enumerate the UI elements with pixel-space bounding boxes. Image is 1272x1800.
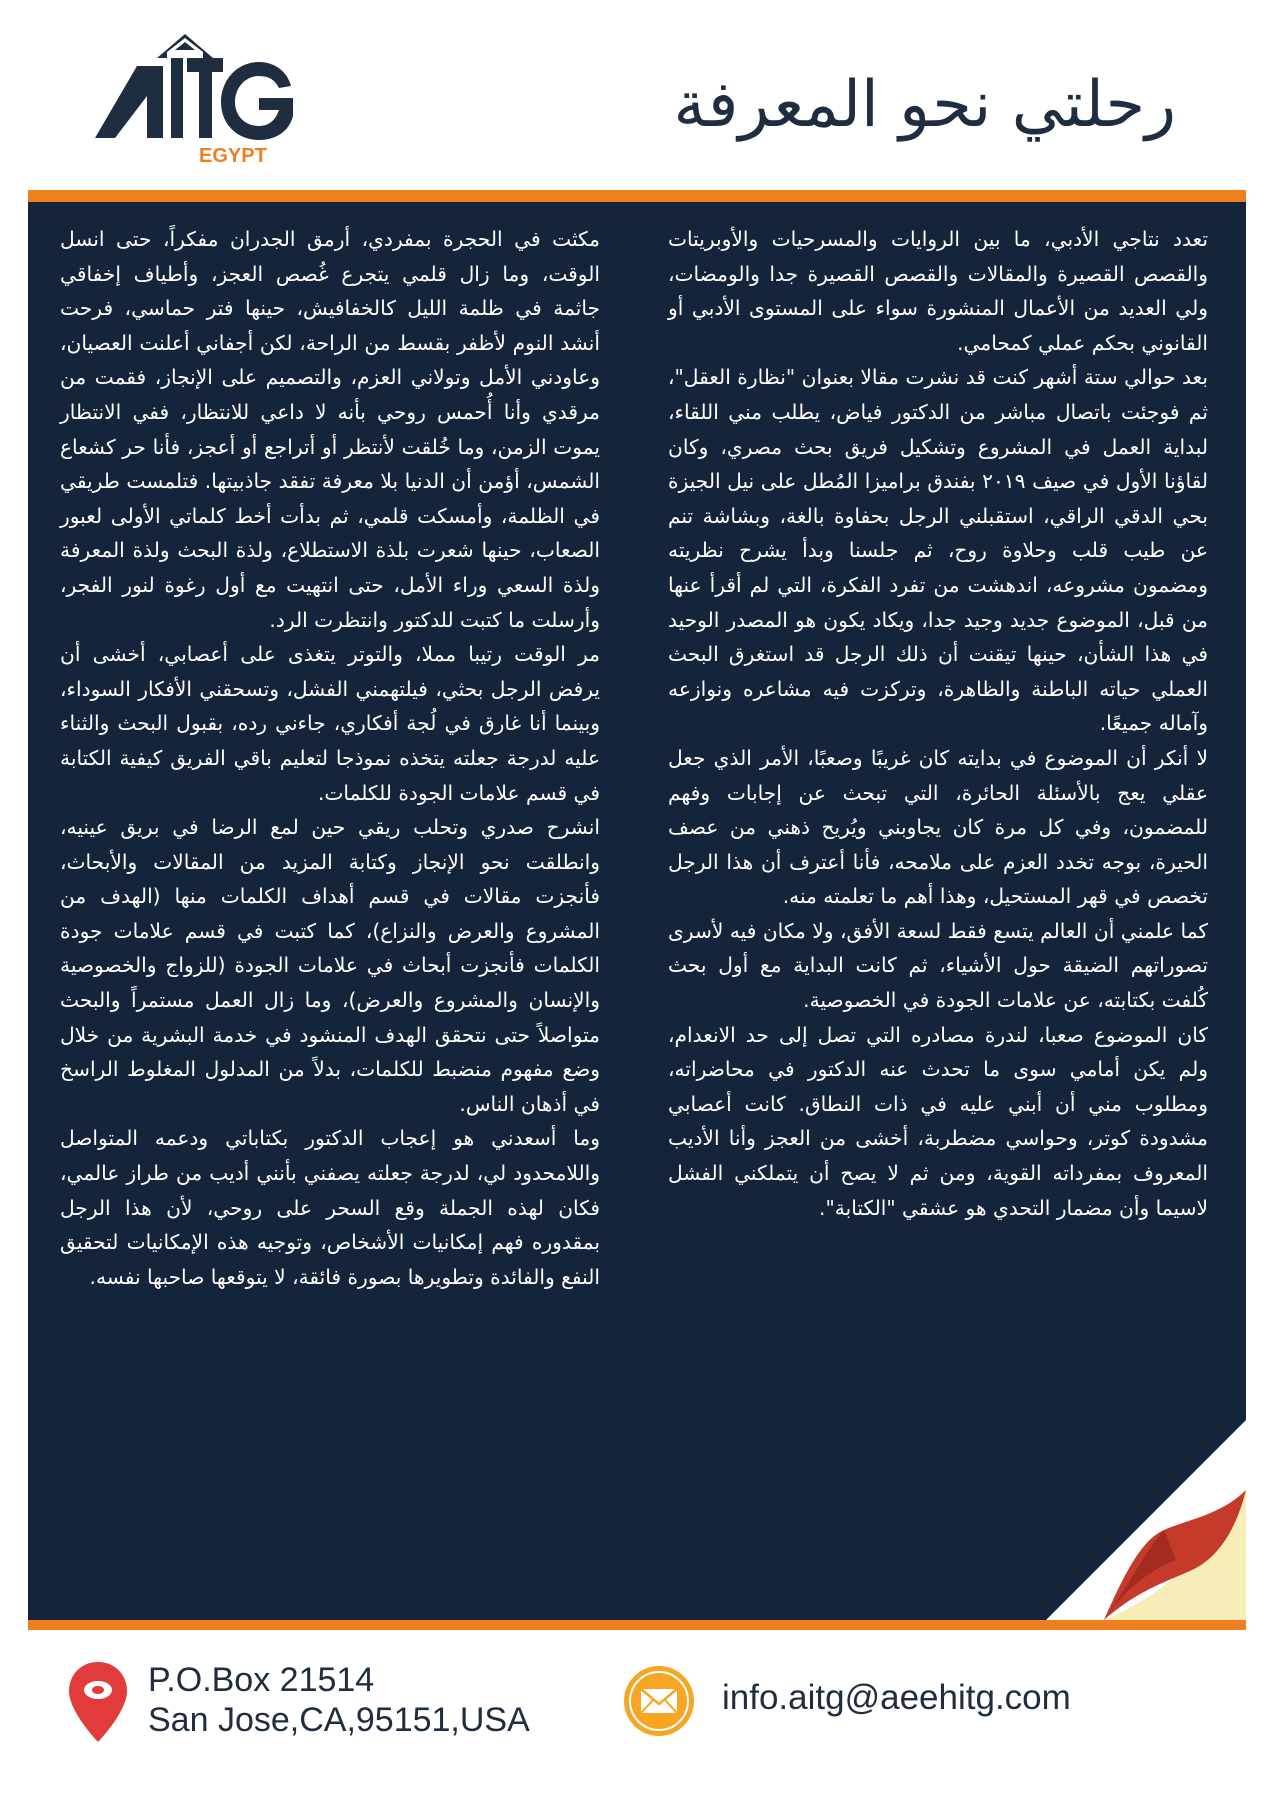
footer-address (148, 1660, 530, 1740)
logo-subtext: EGYPT (199, 145, 267, 167)
paragraph: انشرح صدري وتحلب ريقي حين لمع الرضا في بريق عينيه، وانطلقت نحو الإنجاز وكتابة المزيد من المقالات والأبحاث، فأنجزت مقالات في قسم أهداف الكلمات منها (الهدف من المشروع والعرض والنزاع)، كما كتبت في قسم علامات جودة الكلمات فأنجزت أبحاث في علامات الجودة (للزواج والخصوصية والإنسان والمشروع والعرض)، وما زال العمل مستمراً والبحث متواصلاً حتى نتحقق الهدف المنشود في خدمة البشرية من خلال وضع مفهوم منضبط للكلمات، بدلاً من المدلول المغلوط الراسخ في أذهان الناس. (60, 815, 600, 1116)
paragraph: مكثت في الحجرة بمفردي، أرمق الجدران مفكراً، حتى انسل الوقت، وما زال قلمي يتجرع غُصص العجز، وأطياف إخفاقي جاثمة في ظلمة الليل كالخفافيش، حينها فتر حماسي، فرحت أنشد النوم لأظفر بقسط من الراحة، لكن أجفاني أعلنت العصيان، وعاودني الأمل وتولاني العزم، والتصميم على الإنجاز، فقمت من مرقدي وأنا أُحمس روحي بأنه لا داعي للانتظار، ففي الانتظار يموت الزمن، وما خُلقت لأنتظر أو أتراجع أو أعجز، فأنا حر كشعاع الشمس، أؤمن أن الدنيا بلا معرفة تفقد جاذبيتها. فتلمست طريقي في الظلمة، وأمسكت قلمي، ثم بدأت أخط كلماتي الأولى لعبور الصعاب، حينها شعرت بلذة الاستطلاع، ولذة البحث ولذة المعرفة ولذة السعي وراء الأمل، حتى انتهيت مع أول رغوة لنور الفجر، وأرسلت ما كتبت للدكتور وانتظرت الرد. (60, 227, 600, 632)
paragraph: مر الوقت رتيبا مملا، والتوتر يتغذى على أعصابي، أخشى أن يرفض الرجل بحثي، فيلتهمني الفشل، وتسحقني الأفكار السوداء، وبينما أنا غارق في لُجة أفكاري، جاءني رده، بقبول البحث والثناء عليه لدرجة جعلته يتخذه نموذجا لتعليم باقي الفريق كيفية الكتابة في قسم علامات الجودة للكلمات. (60, 642, 600, 805)
paragraph: وما أسعدني هو إعجاب الدكتور بكتاباتي ودعمه المتواصل واللامحدود لي، لدرجة جعلته يصفني بأنني أديب من طراز عالمي، فكان لهذه الجملة وقع السحر على روحي، لأن هذا الرجل بمقدوره فهم إمكانيات الأشخاص، وتوجيه هذه الإمكانيات لتحقيق النفع والفائدة وتطويرها بصورة فائقة، لا يتوقعها صاحبها نفسه. (60, 1126, 600, 1289)
aitg-logo-graphic (95, 28, 305, 198)
footer-email-link[interactable]: info.aitg@aeehitg.com (722, 1678, 1071, 1717)
paragraph: لا أنكر أن الموضوع في بدايته كان غريبًا وصعبًا، الأمر الذي جعل عقلي يعج بالأسئلة الحائرة، التي تبحث عن إجابات وفهم للمضمون، وفي كل مرة كان يجاوبني ويُريح ذهني من عصف الحيرة، بوجه تخدد العزم على ملامحه، فأنا أعترف أن هذا الرجل تخصص في قهر المستحيل، وهذا أهم ما تعلمته منه. (668, 745, 1208, 909)
aitg-logo (95, 28, 305, 198)
address-line-2: San Jose,CA,95151,USA (148, 1701, 530, 1739)
location-pin-icon (66, 1660, 130, 1744)
top-accent-rule (28, 190, 1246, 202)
envelope-icon (622, 1664, 696, 1738)
paragraph: بعد حوالي ستة أشهر كنت قد نشرت مقالا بعنوان "نظارة العقل"، ثم فوجئت باتصال مباشر من الدكتور فياض، يطلب مني اللقاء، لبداية العمل في المشروع وتشكيل فريق بحث مصري، وكان لقاؤنا الأول في صيف ٢٠١٩ بفندق براميزا المُطل على نيل الجيزة بحي الدقي الراقي، استقبلني الرجل بحفاوة بالغة، وبشاشة تنم عن طيب قلب وحلاوة روح، ثم جلسنا وبدأ يشرح نظريته ومضمون مشروعه، اندهشت من تفرد الفكرة، التي لم أقرأ عنها من قبل، الموضوع جديد وجيد جدا، ويكاد يكون هو المصدر الوحيد في هذا الشأن، حينها تيقنت أن ذلك الرجل قد استغرق البحث العملي حياته الباطنة والظاهرة، وتركزت فيه مشاعره ونوازعه وآماله جميعًا. (668, 365, 1208, 736)
article-column-left (60, 222, 600, 1294)
paragraph: تعدد نتاجي الأدبي، ما بين الروايات والمسرحيات والأوبريتات والقصص القصيرة والمقالات والقصص القصيرة جدا والومضات، ولي العديد من الأعمال المنشورة سواء على المستوى الأدبي أو القانوني بحكم عملي كمحامي. (668, 227, 1208, 355)
page-title: رحلتي نحو المعرفة (673, 68, 1176, 142)
paragraph: كان الموضوع صعبا، لندرة مصادره التي تصل إلى حد الانعدام، ولم يكن أمامي سوى ما تحدث عنه الدكتور في محاضراته، ومطلوب مني أن أبني عليه في ذات النطاق. كانت أعصابي مشدودة كوتر، وحواسي مضطربة، أخشى من العجز وأنا الأديب المعروف بمفرداته القوية، ومن ثم لا يصح أن يتملكني الفشل لاسيما وأن مضمار التحدي هو عشقي "الكتابة". (668, 1022, 1208, 1220)
page-curl-icon (1046, 1420, 1246, 1620)
paragraph: كما علمني أن العالم يتسع فقط لسعة الأفق، ولا مكان فيه لأسرى تصوراتهم الضيقة حول الأشياء، ثم كانت البداية مع أول بحث كُلفت بكتابته، عن علامات الجودة في الخصوصية. (668, 918, 1208, 1013)
bottom-accent-rule (28, 1620, 1246, 1630)
address-line-1: P.O.Box 21514 (148, 1661, 375, 1699)
article-column-right (668, 222, 1208, 1225)
